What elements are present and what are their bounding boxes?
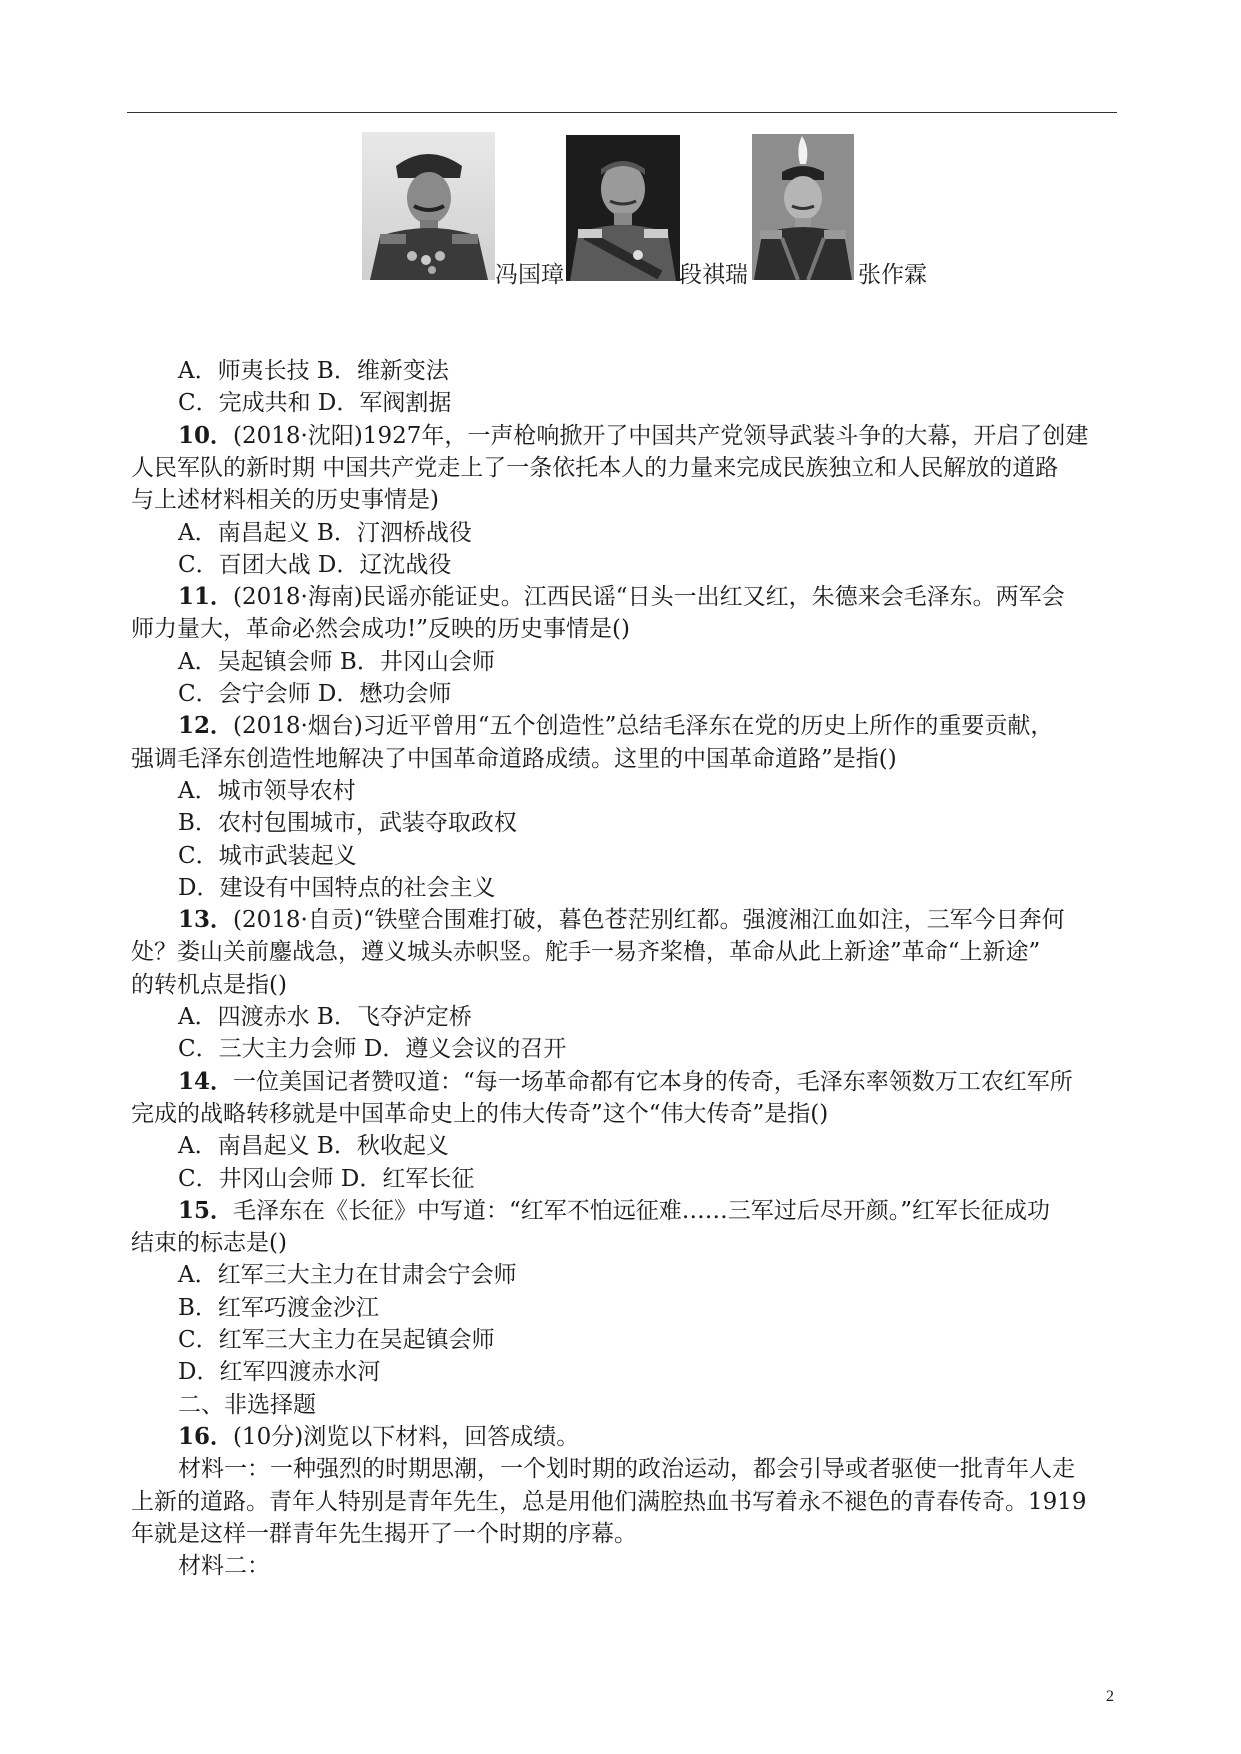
- line-text: A．师夷长技 B．维新变法: [178, 358, 449, 384]
- text-line: [131, 614, 630, 644]
- line-text: A．吴起镇会师 B．井冈山会师: [178, 648, 495, 675]
- line-text: D．红军四渡赤水河: [178, 1359, 381, 1386]
- line-text: C．三大主力会师 D．遵义会议的召开: [178, 1036, 567, 1063]
- text-line: [178, 1260, 517, 1290]
- text-line: [178, 1034, 566, 1064]
- text-line: [178, 1325, 495, 1355]
- text-line: [178, 550, 451, 580]
- text-line: [131, 937, 1040, 967]
- line-text: B．红军巧渡金沙江: [178, 1294, 379, 1321]
- text-line: [131, 1487, 1087, 1517]
- line-text: C．会宁会师 D．懋功会师: [178, 681, 452, 707]
- text-line: [178, 841, 357, 871]
- text-line: [131, 1099, 828, 1129]
- question-number: 10．: [178, 421, 234, 449]
- line-text: 处？娄山关前鏖战急，遵义城头赤帜竖。舵手一易齐桨橹，革命从此上新途”革命“上新途”: [131, 939, 1041, 966]
- text-line: [131, 485, 439, 515]
- line-text: 人民军队的新时期 中国共产党走上了一条依托本人的力量来完成民族独立和人民解放的道路: [131, 454, 1059, 481]
- text-line: [131, 1519, 637, 1549]
- line-text: 与上述材料相关的历史事情是): [131, 487, 439, 514]
- text-line: [178, 1551, 270, 1581]
- line-text: (2018·烟台)习近平曾用“五个创造性”总结毛泽东在党的历史上所作的重要贡献，: [233, 713, 1054, 740]
- line-text: 二、非选择题: [178, 1391, 316, 1418]
- line-text: B．农村包围城市，武装夺取政权: [178, 810, 517, 837]
- text-line: [131, 1228, 287, 1258]
- line-text: 结束的标志是(): [131, 1230, 287, 1257]
- line-text: A．红军三大主力在甘肃会宁会师: [178, 1262, 517, 1289]
- text-line: [178, 1131, 449, 1161]
- line-text: C．井冈山会师 D．红军长征: [178, 1165, 475, 1192]
- text-line: [178, 1164, 474, 1194]
- text-line: [178, 1002, 472, 1032]
- line-text: 完成的战略转移就是中国革命史上的伟大传奇”这个“伟大传奇”是指(): [131, 1100, 829, 1127]
- text-line: [131, 744, 897, 774]
- line-text: (2018·自贡)“铁壁合围难打破，暮色苍茫别红都。强渡湘江血如注，三军今日奔何: [233, 907, 1065, 934]
- line-text: C．百团大战 D．辽沈战役: [178, 551, 452, 578]
- portrait-caption: 段祺瑞: [679, 262, 748, 288]
- text-line: [178, 388, 451, 418]
- question-stem-line: [178, 1067, 1073, 1097]
- question-number: 13．: [178, 906, 234, 934]
- question-number: 16．: [178, 1422, 234, 1450]
- line-text: C．红军三大主力在吴起镇会师: [178, 1327, 495, 1353]
- text-line: [178, 1293, 379, 1323]
- portrait-caption: 张作霖: [858, 262, 927, 288]
- text-line: [178, 808, 517, 838]
- header-rule: [127, 112, 1117, 113]
- question-number: 14．: [178, 1067, 234, 1095]
- line-text: D．建设有中国特点的社会主义: [178, 874, 496, 901]
- question-stem-line: [178, 1196, 1050, 1226]
- line-text: 上新的道路。青年人特别是青年先生，总是用他们满腔热血书写着永不褪色的青春传奇。1919: [131, 1488, 1087, 1515]
- page-number: 2: [1106, 1688, 1114, 1705]
- line-text: 师力量大，革命必然会成功!”反映的历史事情是(): [131, 616, 630, 643]
- question-stem-line: [178, 582, 1065, 612]
- line-text: A．南昌起义 B．汀泗桥战役: [178, 519, 472, 546]
- line-text: 的转机点是指(): [131, 971, 287, 998]
- text-line: [178, 873, 495, 903]
- line-text: 一位美国记者赞叹道：“每一场革命都有它本身的传奇，毛泽东率领数万工农红军所: [233, 1068, 1073, 1095]
- text-line: [131, 453, 1058, 483]
- text-line: [131, 970, 287, 1000]
- line-text: 年就是这样一群青年先生揭开了一个时期的序幕。: [131, 1520, 637, 1547]
- question-number: 15．: [178, 1196, 234, 1224]
- line-text: (2018·海南)民谣亦能证史。江西民谣“日头一出红又红，朱德来会毛泽东。两军会: [233, 584, 1065, 611]
- text-line: [178, 1390, 316, 1420]
- line-text: 强调毛泽东创造性地解决了中国革命道路成绩。这里的中国革命道路”是指(): [131, 745, 897, 772]
- question-number: 12．: [178, 712, 234, 740]
- line-text: C．完成共和 D．军阀割据: [178, 390, 452, 417]
- portrait-zhang-zuolin: [752, 134, 854, 280]
- line-text: 材料一：一种强烈的时期思潮，一个划时期的政治运动，都会引导或者驱使一批青年人走: [178, 1456, 1075, 1483]
- text-line: [178, 679, 451, 709]
- text-line: [178, 647, 495, 677]
- question-number: 11．: [178, 583, 234, 611]
- portrait-caption: 冯国璋: [495, 262, 564, 288]
- question-stem-line: [178, 905, 1065, 935]
- text-line: [178, 776, 356, 806]
- question-stem-line: [178, 711, 1053, 741]
- line-text: 材料二：: [178, 1553, 270, 1580]
- text-line: [178, 518, 472, 548]
- text-line: [178, 1357, 380, 1387]
- line-text: (10分)浏览以下材料，回答成绩。: [233, 1423, 580, 1450]
- line-text: (2018·沈阳)1927年，一声枪响掀开了中国共产党领导武装斗争的大幕，开启了创建: [233, 422, 1089, 449]
- portrait-feng-guozhang: [362, 132, 495, 280]
- line-text: A．四渡赤水 B．飞夺泸定桥: [178, 1004, 472, 1030]
- question-stem-line: [178, 1422, 579, 1452]
- portrait-duan-qirui: [566, 135, 680, 281]
- line-text: A．城市领导农村: [178, 777, 356, 804]
- line-text: A．南昌起义 B．秋收起义: [178, 1133, 449, 1160]
- question-stem-line: [178, 421, 1088, 451]
- text-line: [178, 356, 449, 386]
- text-line: [178, 1454, 1075, 1484]
- line-text: C．城市武装起义: [178, 842, 357, 869]
- line-text: 毛泽东在《长征》中写道：“红军不怕远征难……三军过后尽开颜。”红军长征成功: [233, 1197, 1051, 1224]
